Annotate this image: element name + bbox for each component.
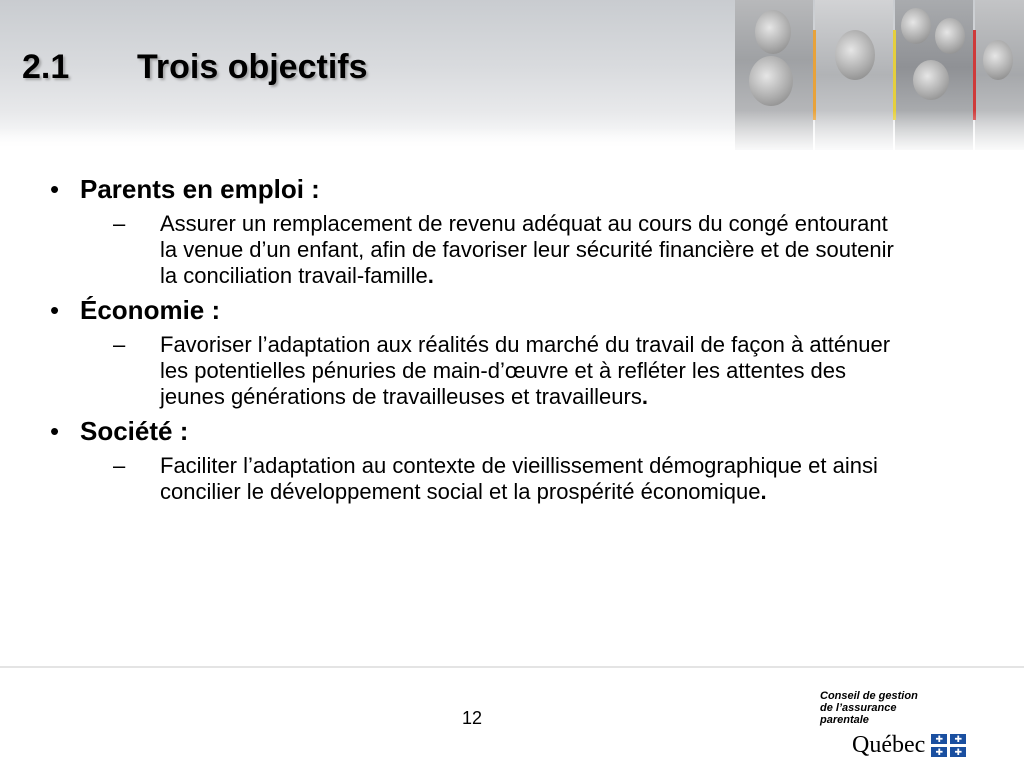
title-number: 2.1 bbox=[22, 48, 70, 86]
sub-item-societe bbox=[113, 453, 910, 505]
bullet-marker: • bbox=[50, 174, 60, 204]
logo-wordmark-row bbox=[852, 732, 1000, 759]
accent-bar-orange bbox=[813, 30, 816, 120]
logo-org-name: Conseil de gestion de l’assurance parentale bbox=[820, 690, 918, 726]
bullet-societe bbox=[50, 416, 910, 447]
dash-marker: – bbox=[113, 332, 126, 357]
accent-bar-yellow bbox=[893, 30, 896, 120]
title-text: Trois objectifs bbox=[137, 48, 368, 86]
bullet-heading: Économie : bbox=[80, 295, 221, 325]
sub-item-economie bbox=[113, 332, 910, 410]
bullet-parents bbox=[50, 174, 910, 205]
dash-marker: – bbox=[113, 211, 126, 236]
footer-divider bbox=[0, 666, 1024, 668]
sub-item-parents bbox=[113, 211, 910, 289]
page-title bbox=[22, 48, 368, 87]
sub-item-text: Favoriser l’adaptation aux réalités du marché du travail de façon à atténuer les potentielles pénuries de main-d’œuvre et à refléter les attentes des jeunes générations de travailleuses et travailleurs. bbox=[160, 332, 891, 409]
sub-item-text: Assurer un remplacement de revenu adéquat au cours du congé entourant la venue d’un enfant, afin de favoriser leur sécurité financière et de soutenir la conciliation travail-famille. bbox=[160, 211, 894, 288]
bullet-heading: Parents en emploi : bbox=[80, 174, 320, 204]
bullet-marker: • bbox=[50, 295, 60, 325]
header-photo-strip bbox=[735, 0, 1024, 150]
bullet-heading: Société : bbox=[80, 416, 189, 446]
photo-fade bbox=[735, 110, 1024, 150]
dash-marker: – bbox=[113, 453, 126, 478]
bullet-marker: • bbox=[50, 416, 60, 446]
quebec-logo bbox=[820, 690, 1000, 760]
quebec-wordmark: Québec bbox=[852, 732, 926, 758]
bullet-economie bbox=[50, 295, 910, 326]
fleur-de-lis-flag-icon: ✚ ✚ ✚ ✚ bbox=[931, 734, 966, 757]
bullet-list bbox=[50, 168, 910, 505]
sub-item-text: Faciliter l’adaptation au contexte de vieillissement démographique et ainsi concilier le développement social et la prospérité économique. bbox=[160, 453, 878, 504]
page-number: 12 bbox=[462, 708, 483, 728]
accent-bar-red bbox=[973, 30, 976, 120]
